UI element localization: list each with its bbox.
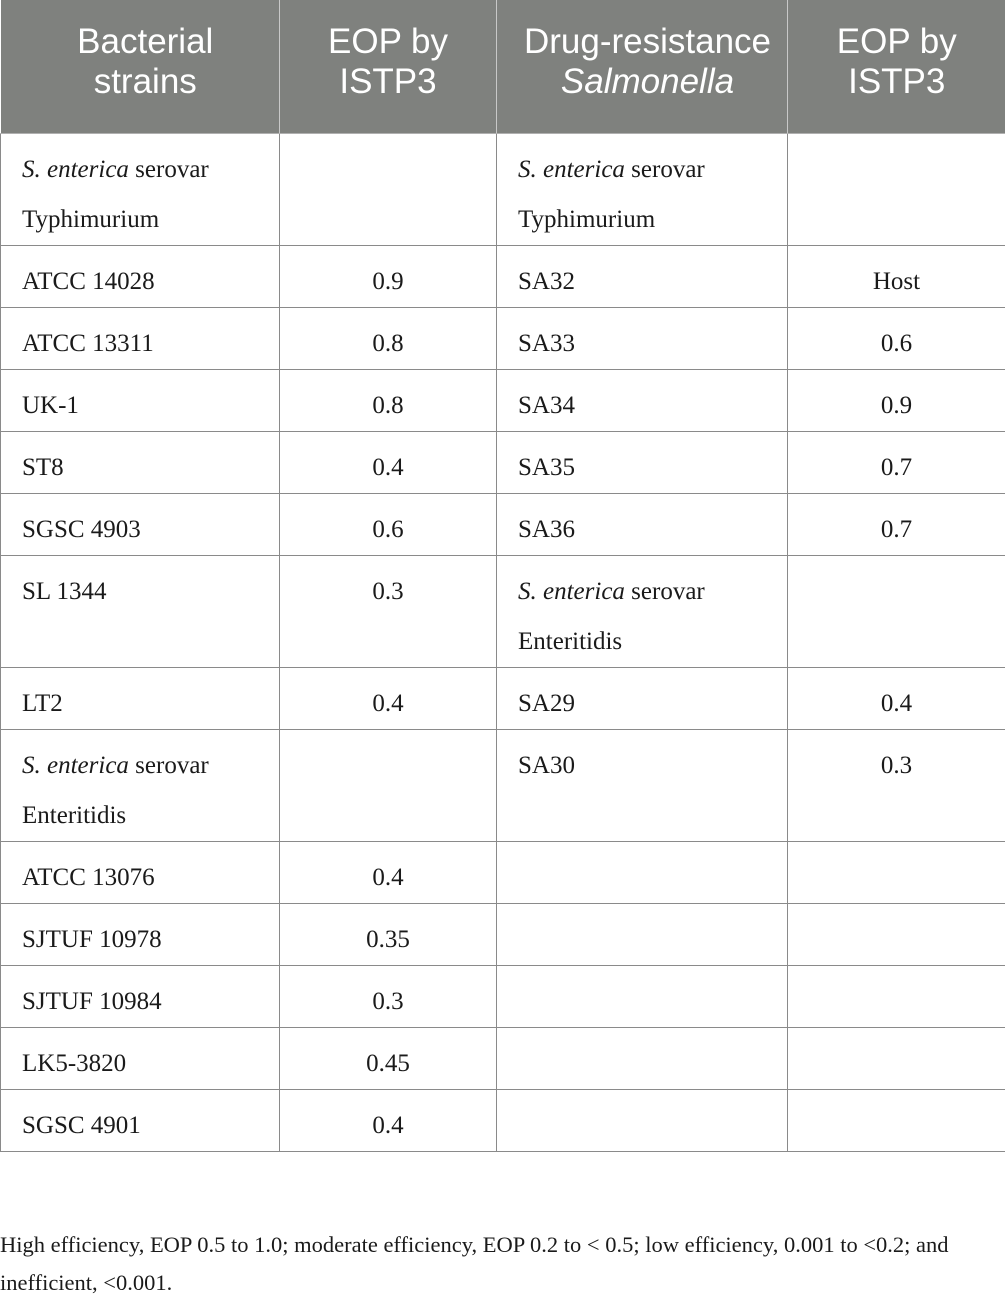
table-row — [1, 307, 1005, 369]
bacterial-strain-cell: SGSC 4901 — [1, 1089, 280, 1151]
drug-resistance-strain-cell — [497, 133, 788, 245]
table-row — [1, 431, 1005, 493]
header-salmonella-text: Salmonella — [560, 62, 735, 101]
eop-value-cell-2: 0.4 — [788, 667, 1005, 729]
table-body — [1, 133, 1005, 1151]
table-row — [1, 245, 1005, 307]
header-eop-by-istp3-2: EOP by ISTP3 — [788, 0, 1005, 133]
eop-value-cell: 0.9 — [280, 245, 497, 307]
header-drug-resistance-text: Drug-resistance — [523, 22, 772, 61]
header-row — [1, 0, 1005, 133]
eop-value-cell: 0.3 — [280, 555, 497, 667]
bacterial-strain-cell: ATCC 14028 — [1, 245, 280, 307]
bacterial-strain-cell: ST8 — [1, 431, 280, 493]
eop-value-cell-2: 0.9 — [788, 369, 1005, 431]
drug-resistance-strain-cell: SA36 — [497, 493, 788, 555]
eop-value-cell: 0.4 — [280, 667, 497, 729]
drug-resistance-strain-cell — [497, 841, 788, 903]
drug-resistance-strain-cell: SA33 — [497, 307, 788, 369]
table-row — [1, 965, 1005, 1027]
eop-value-cell: 0.4 — [280, 841, 497, 903]
bacterial-strain-cell: LK5-3820 — [1, 1027, 280, 1089]
table-row — [1, 369, 1005, 431]
eop-value-cell-2: 0.7 — [788, 431, 1005, 493]
bacterial-strain-cell: UK-1 — [1, 369, 280, 431]
header-eop-by-istp3: EOP by ISTP3 — [280, 0, 497, 133]
eop-value-cell: 0.35 — [280, 903, 497, 965]
eop-value-cell: 0.45 — [280, 1027, 497, 1089]
table-row — [1, 729, 1005, 841]
bacterial-strain-cell — [1, 133, 280, 245]
eop-value-cell-2: Host — [788, 245, 1005, 307]
table-row — [1, 903, 1005, 965]
eop-value-cell-2 — [788, 555, 1005, 667]
table-row — [1, 1089, 1005, 1151]
eop-value-cell: 0.8 — [280, 307, 497, 369]
eop-value-cell: 0.3 — [280, 965, 497, 1027]
bacterial-strain-cell: SGSC 4903 — [1, 493, 280, 555]
bacterial-strain-cell: SL 1344 — [1, 555, 280, 667]
drug-resistance-strain-cell: SA32 — [497, 245, 788, 307]
species-name: S. enterica — [518, 577, 625, 605]
drug-resistance-strain-cell — [497, 1027, 788, 1089]
bacterial-strain-cell: ATCC 13311 — [1, 307, 280, 369]
eop-value-cell — [280, 133, 497, 245]
eop-value-cell: 0.4 — [280, 1089, 497, 1151]
eop-value-cell-2 — [788, 841, 1005, 903]
eop-value-cell-2: 0.6 — [788, 307, 1005, 369]
species-name: S. enterica — [518, 155, 625, 183]
table-header — [1, 0, 1005, 133]
serovar-name: serovar Enteritidis — [518, 577, 705, 655]
bacterial-strain-cell: SJTUF 10984 — [1, 965, 280, 1027]
drug-resistance-strain-cell: SA29 — [497, 667, 788, 729]
species-name: S. enterica — [22, 751, 129, 779]
header-bacterial-strains: Bacterial strains — [1, 0, 280, 133]
drug-resistance-strain-cell — [497, 965, 788, 1027]
drug-resistance-strain-cell: SA34 — [497, 369, 788, 431]
table-row — [1, 1027, 1005, 1089]
eop-value-cell-2 — [788, 1089, 1005, 1151]
table-row — [1, 555, 1005, 667]
drug-resistance-strain-cell — [497, 555, 788, 667]
serovar-name: serovar Enteritidis — [22, 751, 209, 829]
eop-value-cell-2: 0.3 — [788, 729, 1005, 841]
eop-value-cell: 0.8 — [280, 369, 497, 431]
bacterial-strain-cell: LT2 — [1, 667, 280, 729]
table-row — [1, 133, 1005, 245]
eop-value-cell: 0.6 — [280, 493, 497, 555]
eop-value-cell-2 — [788, 1027, 1005, 1089]
eop-value-cell-2 — [788, 133, 1005, 245]
serovar-name: serovar Typhimurium — [22, 155, 209, 233]
table-row — [1, 493, 1005, 555]
species-name: S. enterica — [22, 155, 129, 183]
drug-resistance-strain-cell — [497, 903, 788, 965]
eop-value-cell-2 — [788, 965, 1005, 1027]
header-drug-resistance-salmonella — [497, 0, 788, 133]
bacterial-strain-cell: SJTUF 10978 — [1, 903, 280, 965]
eop-value-cell: 0.4 — [280, 431, 497, 493]
table-row — [1, 667, 1005, 729]
serovar-name: serovar Typhimurium — [518, 155, 705, 233]
bacterial-strain-cell — [1, 729, 280, 841]
table-row — [1, 841, 1005, 903]
table-footnote: High efficiency, EOP 0.5 to 1.0; moderate efficiency, EOP 0.2 to < 0.5; low efficiency, 0.001 to <0.2; and inefficient, <0.001. — [0, 1232, 949, 1295]
drug-resistance-strain-cell: SA30 — [497, 729, 788, 841]
eop-value-cell — [280, 729, 497, 841]
eop-value-cell-2 — [788, 903, 1005, 965]
drug-resistance-strain-cell — [497, 1089, 788, 1151]
bacterial-strain-cell: ATCC 13076 — [1, 841, 280, 903]
eop-value-cell-2: 0.7 — [788, 493, 1005, 555]
drug-resistance-strain-cell: SA35 — [497, 431, 788, 493]
